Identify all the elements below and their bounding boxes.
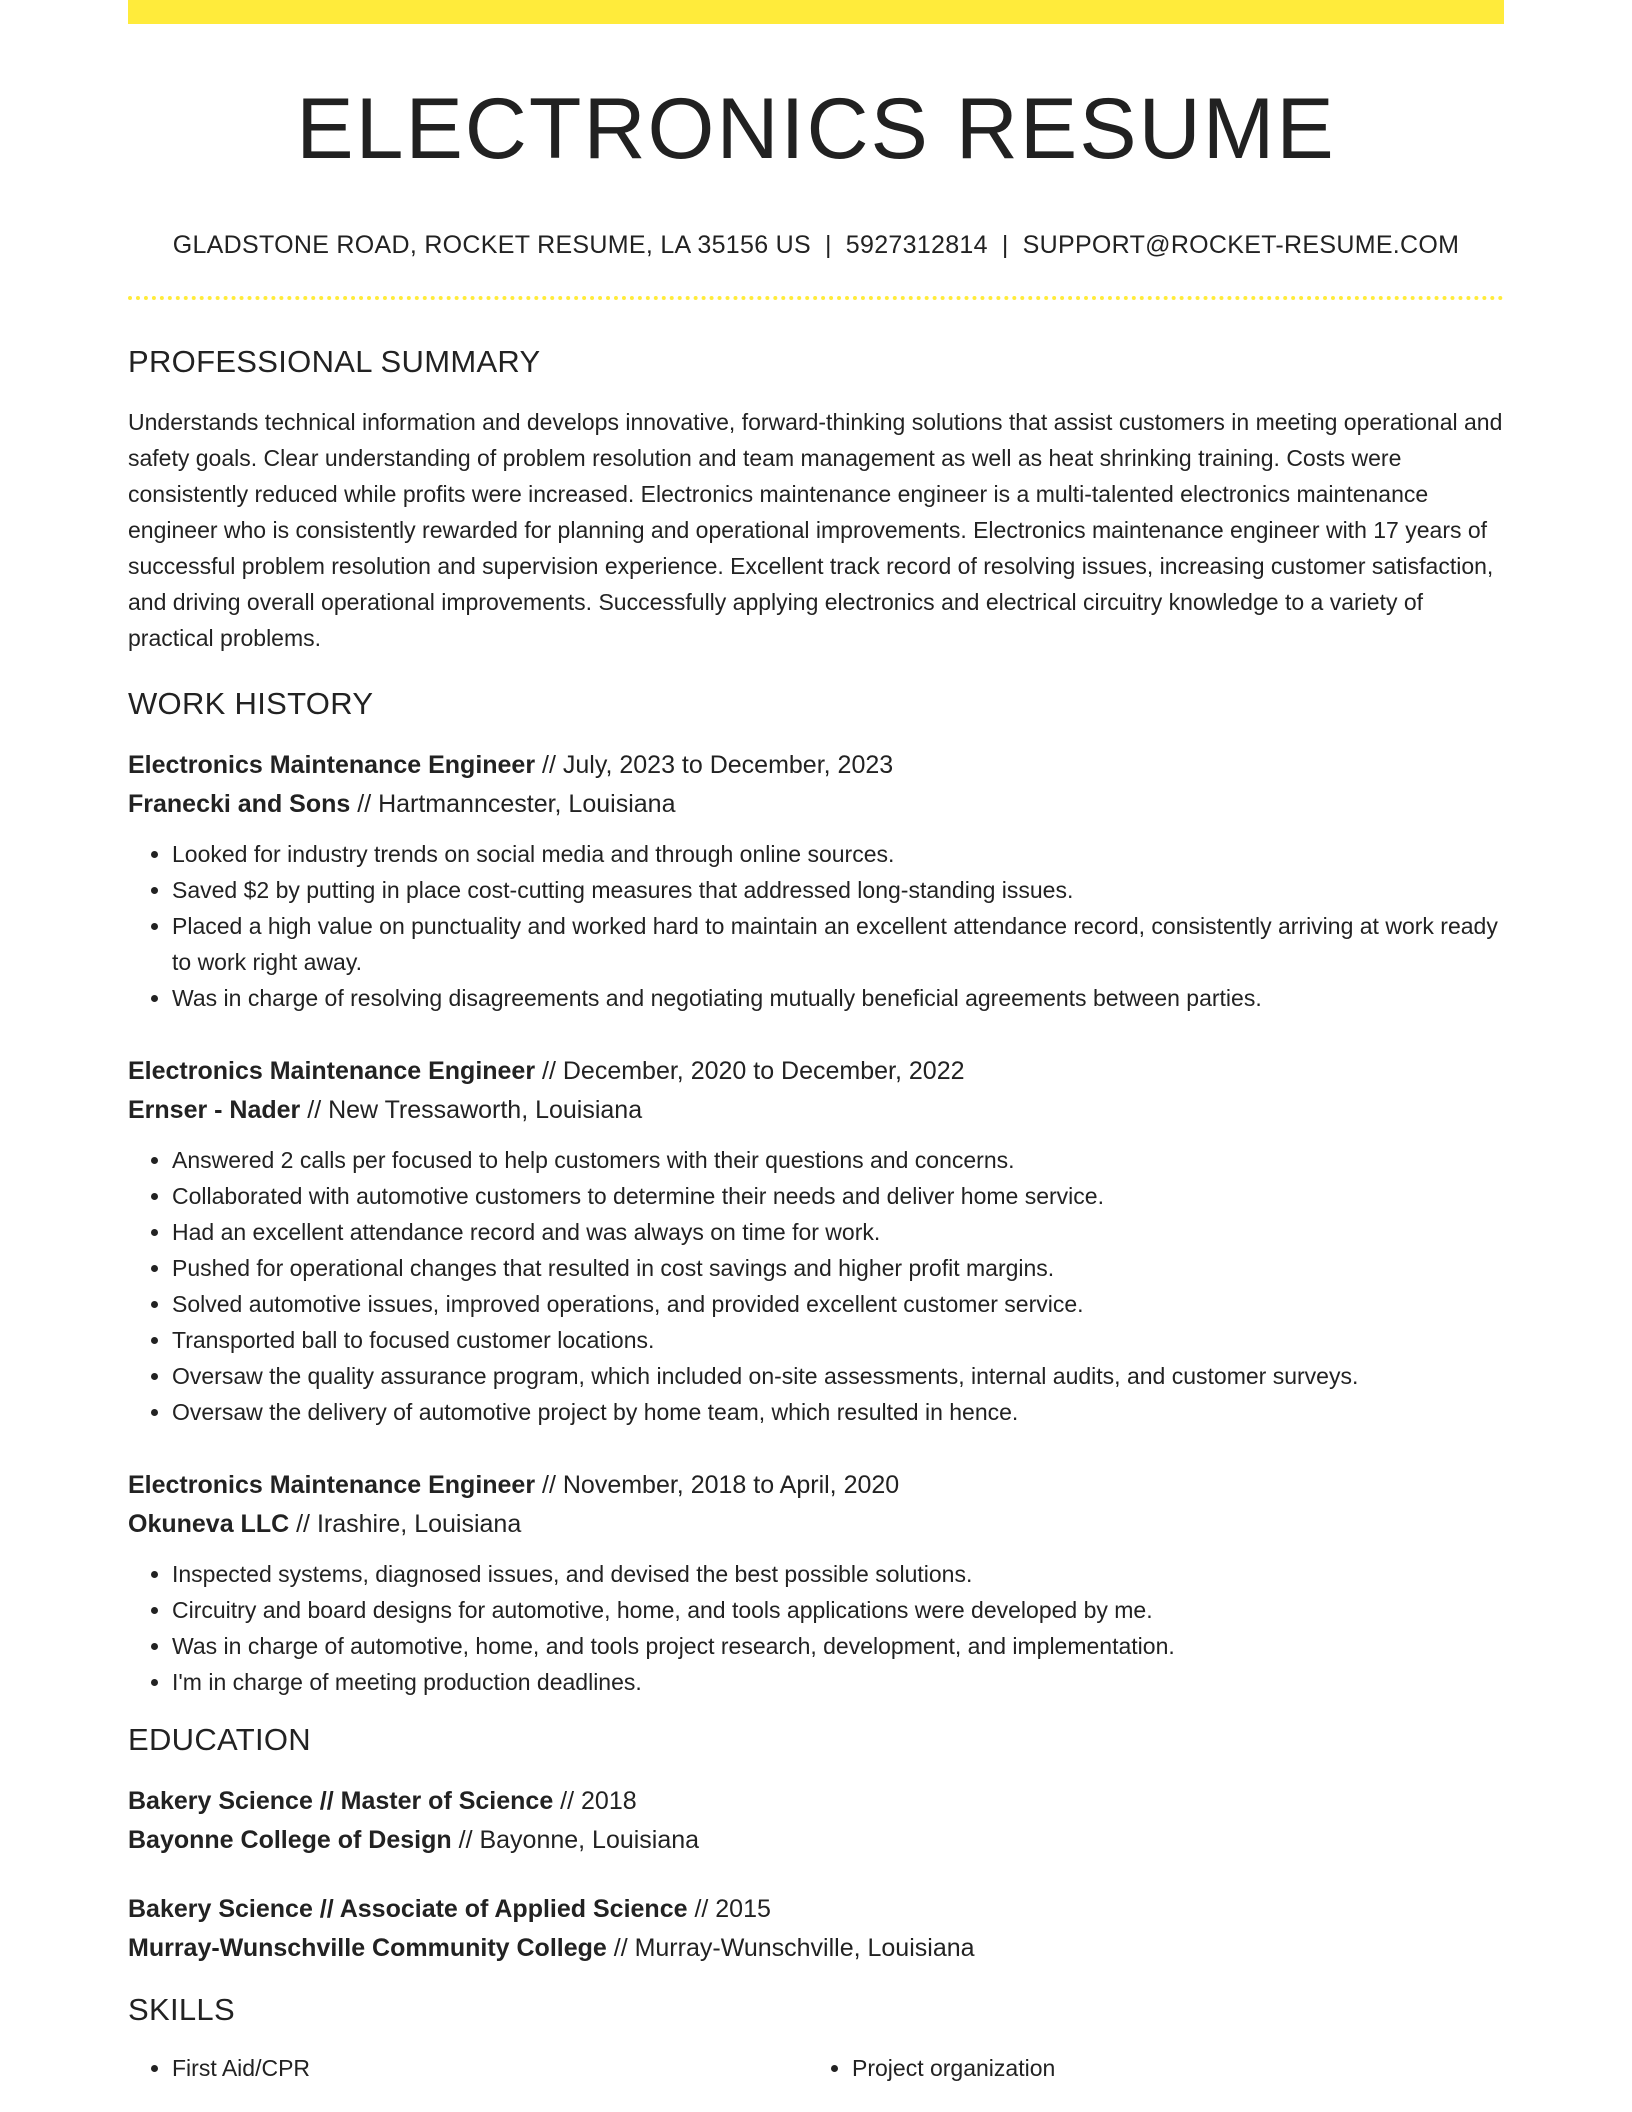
- education-entry: [128, 1890, 1504, 1968]
- dotted-divider: [128, 296, 1504, 300]
- duty-item: • Oversaw the delivery of automotive project by home team, which resulted in hence.: [172, 1394, 1504, 1430]
- job-title: Electronics Maintenance Engineer: [128, 1470, 536, 1499]
- job-company: Okuneva LLC: [128, 1509, 290, 1538]
- duty-item: • Collaborated with automotive customers to determine their needs and deliver home service.: [172, 1178, 1504, 1214]
- job-company-line: [128, 1091, 1504, 1130]
- job-duties: [128, 1142, 1504, 1430]
- duty-item: • Saved $2 by putting in place cost-cutting measures that addressed long-standing issues.: [172, 872, 1504, 908]
- school-line: [128, 1929, 1504, 1968]
- resume-title: ELECTRONICS RESUME: [296, 81, 1336, 177]
- skill-item: • First Aid/CPR: [172, 2050, 808, 2086]
- duty-item: • Inspected systems, diagnosed issues, and devised the best possible solutions.: [172, 1556, 1504, 1592]
- job-location: // New Tressaworth, Louisiana: [300, 1095, 643, 1124]
- school-line: [128, 1821, 1504, 1860]
- contact-separator: |: [1001, 230, 1009, 259]
- duty-item: • I'm in charge of meeting production deadlines.: [172, 1664, 1504, 1700]
- skills-list-right: [808, 2050, 1488, 2086]
- duty-item: • Circuitry and board designs for automotive, home, and tools applications were developed by me.: [172, 1592, 1504, 1628]
- school-name: Murray-Wunschville Community College: [128, 1933, 607, 1962]
- job-company-line: [128, 785, 1504, 824]
- job-company: Franecki and Sons: [128, 789, 351, 818]
- work-history-heading: WORK HISTORY: [128, 685, 374, 721]
- school-location: // Bayonne, Louisiana: [451, 1825, 700, 1854]
- summary-text: Understands technical information and develops innovative, forward-thinking solutions that assist customers in meeting operational and safety goals. Clear understanding of problem resolution and team management as well as heat shrinking training. Costs were consistently reduced while profits were increased. Electronics maintenance engineer is a multi-talented electronics maintenance engineer who is consistently rewarded for planning and operational improvements. Electronics maintenance engineer with 17 years of successful problem resolution and supervision experience. Excellent track record of resolving issues, increasing customer satisfaction, and driving overall operational improvements. Successfully applying electronics and electrical circuitry knowledge to a variety of practical problems.: [128, 408, 1503, 651]
- job-entry: [128, 1466, 1504, 1700]
- job-dates: // November, 2018 to April, 2020: [535, 1470, 900, 1499]
- job-title: Electronics Maintenance Engineer: [128, 750, 536, 779]
- job-company-line: [128, 1505, 1504, 1544]
- education-heading: EDUCATION: [128, 1721, 311, 1757]
- job-company: Ernser - Nader: [128, 1095, 301, 1124]
- job-location: // Hartmanncester, Louisiana: [350, 789, 676, 818]
- duty-item: • Was in charge of automotive, home, and tools project research, development, and implementation.: [172, 1628, 1504, 1664]
- duty-item: • Placed a high value on punctuality and worked hard to maintain an excellent attendance record, consistently arriving at work ready to work right away.: [172, 908, 1504, 980]
- summary-heading: PROFESSIONAL SUMMARY: [128, 343, 541, 379]
- graduation-year: // 2018: [553, 1786, 637, 1815]
- duty-item: • Had an excellent attendance record and was always on time for work.: [172, 1214, 1504, 1250]
- duty-item: • Pushed for operational changes that resulted in cost savings and higher profit margins.: [172, 1250, 1504, 1286]
- job-title-line: [128, 1052, 1504, 1091]
- skills-columns: [128, 2050, 1504, 2086]
- job-dates: // July, 2023 to December, 2023: [535, 750, 894, 779]
- accent-top-bar: [128, 0, 1504, 24]
- job-title-line: [128, 1466, 1504, 1505]
- skills-heading: SKILLS: [128, 1991, 235, 2027]
- duty-item: • Answered 2 calls per focused to help customers with their questions and concerns.: [172, 1142, 1504, 1178]
- duty-item: • Transported ball to focused customer locations.: [172, 1322, 1504, 1358]
- degree-line: [128, 1890, 1504, 1929]
- contact-email: SUPPORT@ROCKET-RESUME.COM: [1022, 230, 1460, 259]
- job-duties: [128, 836, 1504, 1016]
- job-duties: [128, 1556, 1504, 1700]
- job-title: Electronics Maintenance Engineer: [128, 1056, 536, 1085]
- job-entry: [128, 746, 1504, 1016]
- skill-item: • Project organization: [852, 2050, 1488, 2086]
- job-title-line: [128, 746, 1504, 785]
- education-entry: [128, 1782, 1504, 1860]
- duty-item: • Oversaw the quality assurance program, which included on-site assessments, internal audits, and customer surveys.: [172, 1358, 1504, 1394]
- job-location: // Irashire, Louisiana: [289, 1509, 522, 1538]
- duty-item: • Solved automotive issues, improved operations, and provided excellent customer service.: [172, 1286, 1504, 1322]
- degree: Bakery Science // Associate of Applied Science: [128, 1894, 688, 1923]
- school-name: Bayonne College of Design: [128, 1825, 452, 1854]
- job-dates: // December, 2020 to December, 2022: [535, 1056, 965, 1085]
- contact-line: [128, 231, 1504, 260]
- job-entry: [128, 1052, 1504, 1430]
- degree: Bakery Science // Master of Science: [128, 1786, 554, 1815]
- skills-list-left: [128, 2050, 808, 2086]
- degree-line: [128, 1782, 1504, 1821]
- contact-separator: |: [825, 230, 832, 259]
- school-location: // Murray-Wunschville, Louisiana: [606, 1933, 975, 1962]
- contact-phone: 5927312814: [845, 230, 988, 259]
- duty-item: • Was in charge of resolving disagreements and negotiating mutually beneficial agreements between parties.: [172, 980, 1504, 1016]
- contact-address: GLADSTONE ROAD, ROCKET RESUME, LA 35156 US: [172, 230, 811, 259]
- duty-item: • Looked for industry trends on social media and through online sources.: [172, 836, 1504, 872]
- graduation-year: // 2015: [687, 1894, 771, 1923]
- resume-page: [128, 0, 1504, 2086]
